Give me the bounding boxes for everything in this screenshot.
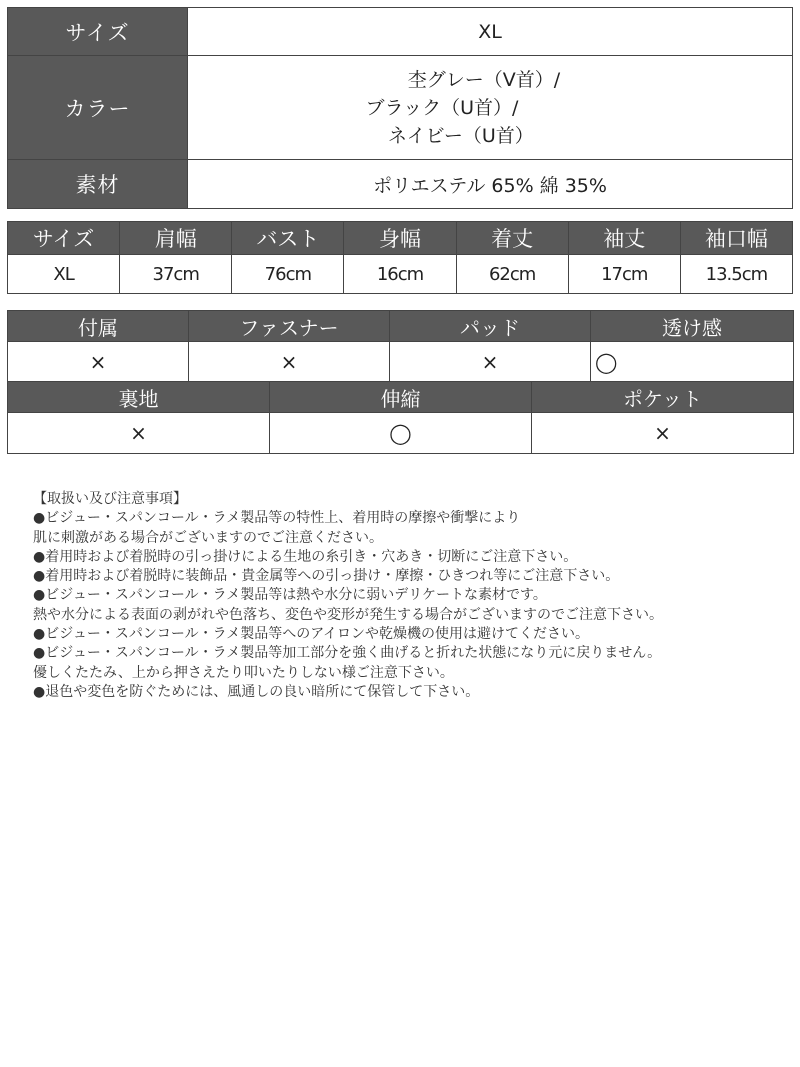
size-label: サイズ: [8, 8, 188, 56]
feature-header-cell: ファスナー: [189, 311, 390, 342]
feature-value-cell: ×: [189, 342, 390, 383]
feature-header-cell: 伸縮: [270, 382, 532, 413]
color-line-3: ネイビー（U首）: [388, 124, 534, 147]
feature-header-cell: 付属: [8, 311, 189, 342]
color-line-2: ブラック（U首）/: [365, 96, 519, 119]
feature-header-cell: 裏地: [8, 382, 270, 413]
size-header-cell: バスト: [232, 222, 344, 255]
features-table-2: [7, 381, 794, 454]
care-notes: [33, 490, 793, 702]
feature-header-cell: パッド: [390, 311, 591, 342]
feature-value-cell: ◯: [270, 413, 532, 454]
color-label: カラー: [8, 56, 188, 160]
features-table-1: [7, 310, 794, 383]
size-header-cell: 身幅: [344, 222, 456, 255]
color-line-1: 杢グレー（V首）/: [407, 68, 561, 91]
note-line: ●退色や変色を防ぐためには、風通しの良い暗所にて保管して下さい。: [33, 683, 480, 700]
feature-value-cell: ×: [532, 413, 794, 454]
spec-table: [7, 7, 793, 209]
note-line: ●ビジュー・スパンコール・ラメ製品等の特性上、着用時の摩擦や衝撃により: [33, 510, 521, 527]
color-values: [188, 56, 793, 160]
size-header-cell: 肩幅: [120, 222, 232, 255]
feature-header-cell: 透け感: [591, 311, 794, 342]
size-header-cell: 袖口幅: [680, 222, 792, 255]
note-line: ●ビジュー・スパンコール・ラメ製品等へのアイロンや乾燥機の使用は避けてください。: [33, 626, 589, 643]
size-header-cell: 着丈: [456, 222, 568, 255]
size-value-cell: 16cm: [344, 255, 456, 294]
note-line: ●着用時および着脱時に装飾品・貴金属等への引っ掛け・摩擦・ひきつれ等にご注意下さい。: [33, 568, 620, 585]
size-value-cell: 37cm: [120, 255, 232, 294]
size-value-cell: 17cm: [568, 255, 680, 294]
note-line: 熱や水分による表面の剥がれや色落ち、変色や変形が発生する場合がございますのでご注意下さい。: [33, 606, 663, 623]
feature-value-cell: ×: [8, 342, 189, 383]
material-value: ポリエステル 65% 綿 35%: [188, 160, 793, 209]
material-label: 素材: [8, 160, 188, 209]
size-table: [7, 221, 793, 294]
feature-value-cell: ×: [390, 342, 591, 383]
size-header-cell: 袖丈: [568, 222, 680, 255]
feature-value-cell: ×: [8, 413, 270, 454]
size-value-cell: 76cm: [232, 255, 344, 294]
size-value-cell: 13.5cm: [680, 255, 792, 294]
size-value-cell: XL: [8, 255, 120, 294]
feature-header-cell: ポケット: [532, 382, 794, 413]
notes-title: 【取扱い及び注意事項】: [33, 491, 187, 507]
note-line: 肌に刺激がある場合がございますのでご注意ください。: [33, 529, 383, 546]
note-line: ●ビジュー・スパンコール・ラメ製品等加工部分を強く曲げると折れた状態になり元に戻りません。: [33, 645, 662, 662]
note-line: 優しくたたみ、上から押さえたり叩いたりしない様ご注意下さい。: [33, 664, 454, 681]
note-line: ●着用時および着脱時の引っ掛けによる生地の糸引き・穴あき・切断にご注意下さい。: [33, 548, 578, 565]
size-header-cell: サイズ: [8, 222, 120, 255]
size-value-cell: 62cm: [456, 255, 568, 294]
note-line: ●ビジュー・スパンコール・ラメ製品等は熱や水分に弱いデリケートな素材です。: [33, 587, 547, 604]
feature-value-cell: ◯: [591, 342, 794, 383]
size-value: XL: [188, 8, 793, 56]
